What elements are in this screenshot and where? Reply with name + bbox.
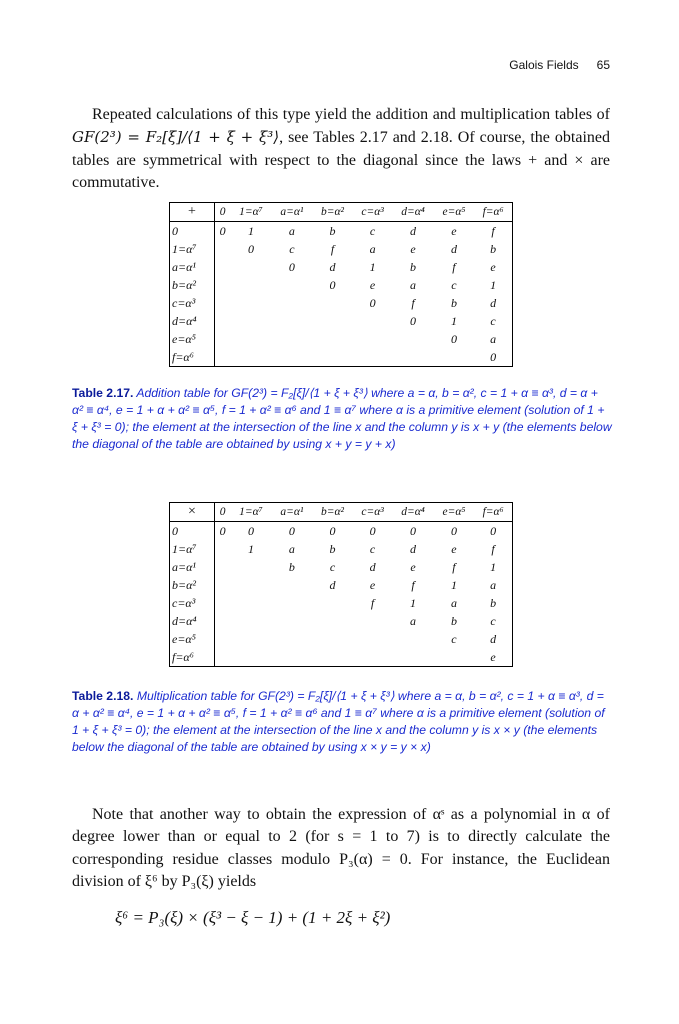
table-cell: 1 xyxy=(410,595,417,610)
table-cell: e xyxy=(369,577,376,592)
table-cell xyxy=(215,240,231,258)
running-title: Galois Fields xyxy=(509,58,579,72)
table-cell xyxy=(353,348,393,367)
table-cell: a xyxy=(450,595,457,610)
row-header: b=α² xyxy=(170,276,215,294)
column-header: 0 xyxy=(215,203,231,222)
table-cell xyxy=(434,348,474,367)
table-cell: d xyxy=(490,295,497,310)
table-cell xyxy=(312,294,353,312)
table-cell xyxy=(353,630,393,648)
table-cell xyxy=(272,330,313,348)
row-header: f=α⁶ xyxy=(170,648,215,667)
column-header: a=α¹ xyxy=(272,203,313,222)
table-cell xyxy=(215,612,231,630)
table-cell xyxy=(272,630,313,648)
table-cell xyxy=(215,576,231,594)
table-cell xyxy=(272,294,313,312)
table-cell: 0 xyxy=(288,523,295,538)
table-cell: d xyxy=(329,259,336,274)
table-cell: 0 xyxy=(247,241,254,256)
table-cell xyxy=(312,348,353,367)
table-cell xyxy=(392,630,433,648)
table-row xyxy=(170,594,513,612)
table-cell: c xyxy=(289,241,295,256)
table-cell: 0 xyxy=(219,523,226,538)
table-cell: 0 xyxy=(219,223,226,238)
table-cell: b xyxy=(450,295,457,310)
table-cell xyxy=(215,276,231,294)
table-cell: c xyxy=(451,631,457,646)
table-cell: f xyxy=(330,241,335,256)
table-row xyxy=(170,312,513,330)
table-cell: e xyxy=(369,277,376,292)
table-cell xyxy=(272,348,313,367)
table-cell: f xyxy=(452,259,456,274)
table-cell: c xyxy=(369,541,376,556)
table-cell xyxy=(215,312,231,330)
table-cell xyxy=(215,540,231,558)
table-cell: 1 xyxy=(450,577,457,592)
table-cell xyxy=(230,648,271,667)
caption-text: Addition table for GF(2³) = F₂[ξ]/⟨1 + ξ + ξ³⟩ where a = α, b = α², c = 1 + α ≡ α³, d = α + α² ≡ α⁴, e = 1 + α + α² ≡ α⁵, f = 1 + α² ≡ α⁶ and 1 ≡ α⁷ where α is a primitive element (solution of 1 + ξ + ξ³ = 0); the element at the intersection of the line x and the column y is x + y (the elements below the diagonal of the table are obtained by using x + y = y + x) xyxy=(72,386,612,451)
column-header: e=α⁵ xyxy=(434,203,474,222)
row-header: d=α⁴ xyxy=(170,612,215,630)
table-cell xyxy=(215,258,231,276)
row-header: f=α⁶ xyxy=(170,348,215,367)
table-cell: 0 xyxy=(490,349,497,364)
table-cell: c xyxy=(490,313,496,328)
caption-label: Table 2.18. xyxy=(72,689,134,703)
intro-prefix: Repeated calculations of this type yield the addition and multiplication tables of xyxy=(92,106,610,123)
table-row xyxy=(170,576,513,594)
table-row xyxy=(170,240,513,258)
table-cell xyxy=(230,276,271,294)
table-row xyxy=(170,630,513,648)
table-cell: a xyxy=(288,223,295,238)
page-number: 65 xyxy=(596,58,610,72)
table-cell xyxy=(272,576,313,594)
column-header: d=α⁴ xyxy=(392,203,433,222)
table-cell: e xyxy=(490,649,496,664)
table-cell xyxy=(392,648,433,667)
addition-table-caption xyxy=(72,385,612,453)
table-cell xyxy=(312,648,353,667)
table-cell: a xyxy=(490,331,497,346)
table-cell: b xyxy=(288,559,295,574)
table-cell xyxy=(312,630,353,648)
table-cell xyxy=(312,330,353,348)
table-cell xyxy=(392,348,433,367)
table-cell: a xyxy=(410,277,417,292)
multiplication-table-caption xyxy=(72,688,612,756)
table-row xyxy=(170,648,513,667)
table-cell xyxy=(353,312,393,330)
table-cell: b xyxy=(329,541,336,556)
table-cell xyxy=(272,594,313,612)
column-header: c=α³ xyxy=(353,503,393,522)
table-cell xyxy=(353,648,393,667)
multiplication-table xyxy=(169,502,513,667)
table-cell: d xyxy=(329,577,336,592)
row-header: c=α³ xyxy=(170,294,215,312)
column-header: 0 xyxy=(215,503,231,522)
table-cell: f xyxy=(370,595,375,610)
row-header: 0 xyxy=(170,522,215,541)
table-row xyxy=(170,330,513,348)
row-header: d=α⁴ xyxy=(170,312,215,330)
addition-table xyxy=(169,202,513,367)
table-row xyxy=(170,558,513,576)
table-cell xyxy=(215,330,231,348)
column-header: d=α⁴ xyxy=(392,503,433,522)
table-cell: 0 xyxy=(410,313,417,328)
table-cell xyxy=(215,630,231,648)
table-cell: f xyxy=(491,541,495,556)
table-cell: 1 xyxy=(450,313,457,328)
table-cell: 1 xyxy=(490,559,497,574)
table-cell xyxy=(272,612,313,630)
table-cell: 0 xyxy=(288,259,295,274)
table-cell: 1 xyxy=(247,541,254,556)
addition-table-header xyxy=(170,203,513,222)
addition-table-body xyxy=(170,222,513,367)
table-cell: e xyxy=(451,541,457,556)
note-text: Note that another way to obtain the expression of αˢ as a polynomial in α of degree lower than or equal to 2 (for s = 1 to 7) is to directly calculate the corresponding residue classes modulo P₃(α) = 0. For instance, the Euclidean division of ξ⁶ by P₃(ξ) yields xyxy=(72,806,610,891)
column-header: a=α¹ xyxy=(272,503,313,522)
table-row xyxy=(170,258,513,276)
table-cell xyxy=(272,276,313,294)
table-cell: d xyxy=(410,223,417,238)
table-cell xyxy=(230,576,271,594)
table-row xyxy=(170,276,513,294)
column-header: e=α⁵ xyxy=(434,503,474,522)
table-cell xyxy=(230,558,271,576)
table-cell xyxy=(230,330,271,348)
table-cell: d xyxy=(490,631,497,646)
table-cell xyxy=(215,594,231,612)
table-cell: a xyxy=(288,541,295,556)
table-cell: 0 xyxy=(369,523,376,538)
caption-text: Multiplication table for GF(2³) = F₂[ξ]/⟨1 + ξ + ξ³⟩ where a = α, b = α², c = 1 + α ≡ α³, d = α + α² ≡ α⁴, e = 1 + α + α² ≡ α⁵, f = 1 + α² ≡ α⁶ and 1 ≡ α⁷ where α is a primitive element (solution of 1 + ξ + ξ³ = 0); the element at the intersection of the line x and the column y is x × y (the elements below the diagonal of the table are obtained by using x × y = y × x) xyxy=(72,689,605,754)
table-cell: 0 xyxy=(450,523,457,538)
table-row xyxy=(170,348,513,367)
table-cell xyxy=(215,648,231,667)
table-cell: e xyxy=(451,223,457,238)
table-row xyxy=(170,540,513,558)
table-row xyxy=(170,294,513,312)
table-cell: a xyxy=(490,577,497,592)
row-header: 1=α⁷ xyxy=(170,240,215,258)
multiplication-table-header xyxy=(170,503,513,522)
table-cell: f xyxy=(411,295,415,310)
table-cell xyxy=(230,594,271,612)
column-header: 1=α⁷ xyxy=(230,203,271,222)
table-cell xyxy=(230,312,271,330)
table-cell: 0 xyxy=(450,331,457,346)
table-cell: f xyxy=(491,223,495,238)
table-cell: e xyxy=(410,241,416,256)
column-header: b=α² xyxy=(312,203,353,222)
table-cell xyxy=(392,330,433,348)
table-cell xyxy=(215,294,231,312)
row-header: 0 xyxy=(170,222,215,241)
table-cell: d xyxy=(410,541,417,556)
row-header: e=α⁵ xyxy=(170,630,215,648)
multiplication-table-body xyxy=(170,522,513,667)
table-cell: 0 xyxy=(247,523,254,538)
table-cell: e xyxy=(410,559,416,574)
column-header: b=α² xyxy=(312,503,353,522)
table-cell xyxy=(312,612,353,630)
table-cell: c xyxy=(451,277,457,292)
table-cell: c xyxy=(329,559,336,574)
table-cell: b xyxy=(450,613,457,628)
table-cell xyxy=(215,558,231,576)
table-cell xyxy=(272,312,313,330)
table-row xyxy=(170,222,513,241)
column-header: 1=α⁷ xyxy=(230,503,271,522)
table-cell: 1 xyxy=(247,223,254,238)
operator-cell: + xyxy=(170,203,215,222)
table-cell: f xyxy=(452,559,456,574)
table-cell: b xyxy=(490,595,497,610)
table-cell: 0 xyxy=(490,523,497,538)
table-cell: 0 xyxy=(369,295,376,310)
running-header xyxy=(72,58,610,72)
table-cell: 0 xyxy=(410,523,417,538)
table-cell: e xyxy=(490,259,496,274)
table-cell: f xyxy=(411,577,415,592)
table-cell xyxy=(312,312,353,330)
table-cell: a xyxy=(369,241,376,256)
row-header: b=α² xyxy=(170,576,215,594)
row-header: c=α³ xyxy=(170,594,215,612)
table-cell: 0 xyxy=(329,277,336,292)
table-cell: 1 xyxy=(490,277,497,292)
table-cell xyxy=(230,348,271,367)
table-cell xyxy=(353,330,393,348)
table-cell xyxy=(312,594,353,612)
table-cell: c xyxy=(490,613,496,628)
table-cell xyxy=(272,648,313,667)
table-cell: c xyxy=(369,223,376,238)
row-header: a=α¹ xyxy=(170,558,215,576)
table-cell xyxy=(353,612,393,630)
intro-suffix: , see Tables 2.17 and 2.18. Of course, the obtained tables are symmetrical with respect to the diagonal since the laws + and × are commutative. xyxy=(72,129,610,192)
table-cell: d xyxy=(450,241,457,256)
table-row xyxy=(170,612,513,630)
intro-paragraph xyxy=(72,104,610,195)
operator-cell: × xyxy=(170,503,215,522)
column-header: f=α⁶ xyxy=(474,503,512,522)
note-paragraph xyxy=(72,804,610,894)
table-cell: d xyxy=(369,559,376,574)
field-expression: GF(2³) = F₂[ξ]/⟨1 + ξ + ξ³⟩ xyxy=(72,128,280,147)
table-cell xyxy=(230,258,271,276)
table-cell: b xyxy=(329,223,336,238)
caption-label: Table 2.17. xyxy=(72,386,134,400)
column-header: c=α³ xyxy=(353,203,393,222)
table-cell xyxy=(230,630,271,648)
table-cell: 0 xyxy=(329,523,336,538)
column-header: f=α⁶ xyxy=(474,203,512,222)
table-cell xyxy=(230,612,271,630)
table-row xyxy=(170,522,513,541)
table-cell xyxy=(434,648,474,667)
table-cell: b xyxy=(410,259,417,274)
table-cell xyxy=(215,348,231,367)
row-header: e=α⁵ xyxy=(170,330,215,348)
euclidean-division-equation: ξ⁶ = P₃(ξ) × (ξ³ − ξ − 1) + (1 + 2ξ + ξ²) xyxy=(115,908,391,927)
table-cell xyxy=(230,294,271,312)
table-cell: 1 xyxy=(369,259,376,274)
table-cell: b xyxy=(490,241,497,256)
table-cell: a xyxy=(410,613,417,628)
row-header: 1=α⁷ xyxy=(170,540,215,558)
row-header: a=α¹ xyxy=(170,258,215,276)
